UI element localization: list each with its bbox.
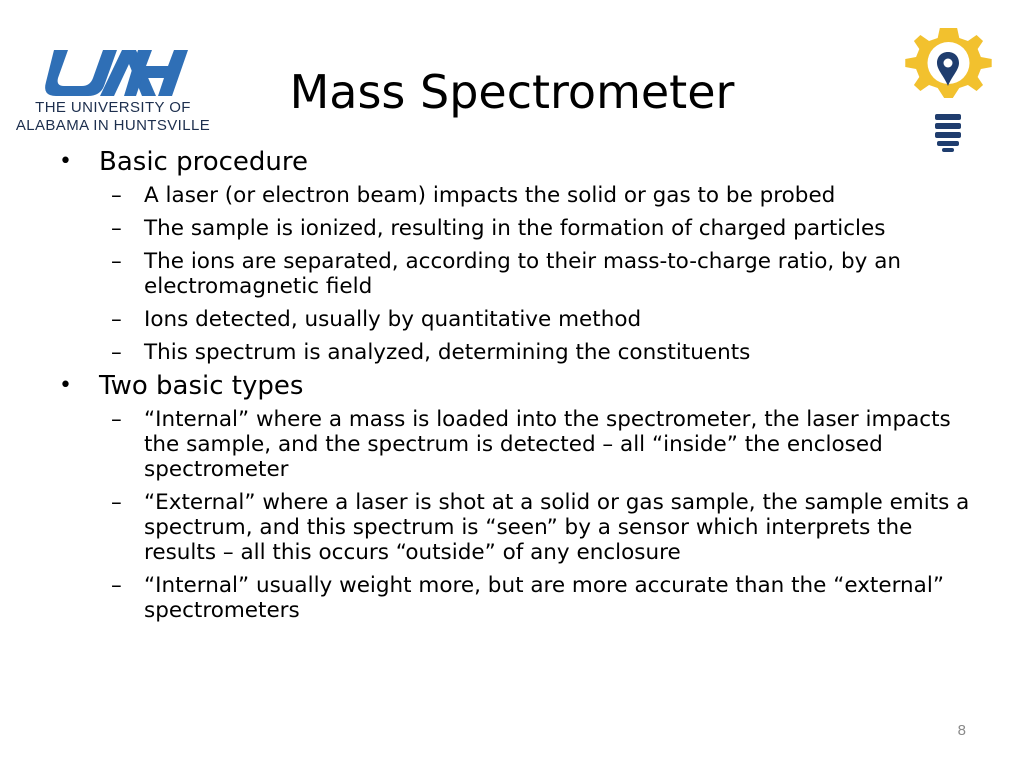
uah-wordmark-line1: THE UNIVERSITY OF — [35, 99, 191, 116]
dash-glyph: – — [111, 340, 122, 365]
sub-bullet — [109, 183, 976, 208]
uah-logo-icon — [40, 48, 190, 98]
sub-bullet — [109, 307, 976, 332]
sub-list-basic-procedure — [109, 183, 976, 365]
sub-bullet-text: “External” where a laser is shot at a solid or gas sample, the sample emits a spectrum, and this spectrum is “seen” by a sensor which interprets the results – all this occurs “outside” of any enclosure — [144, 490, 970, 565]
bullet-heading: Basic procedure — [99, 147, 309, 177]
dash-glyph: – — [111, 573, 122, 598]
dash-glyph: – — [111, 249, 122, 274]
sub-bullet — [109, 407, 976, 482]
sub-list-two-basic-types — [109, 407, 976, 623]
sub-bullet — [109, 490, 976, 565]
slide-title: Mass Spectrometer — [289, 65, 735, 119]
dash-glyph: – — [111, 490, 122, 515]
uah-wordmark-line2: ALABAMA IN HUNTSVILLE — [15, 117, 211, 134]
sub-bullet — [109, 249, 976, 299]
slide-content — [56, 145, 976, 623]
sub-bullet-text: A laser (or electron beam) impacts the solid or gas to be probed — [144, 183, 836, 208]
sub-bullet-text: The ions are separated, according to their mass-to-charge ratio, by an electromagnetic field — [144, 249, 902, 299]
bullet-glyph: • — [59, 373, 72, 398]
dash-glyph: – — [111, 216, 122, 241]
sub-bullet-text: The sample is ionized, resulting in the formation of charged particles — [144, 216, 886, 241]
sub-bullet-text: “Internal” usually weight more, but are more accurate than the “external” spectrometers — [144, 573, 944, 623]
sub-bullet — [109, 573, 976, 623]
uah-logo — [6, 48, 220, 136]
sub-bullet-text: Ions detected, usually by quantitative method — [144, 307, 642, 332]
dash-glyph: – — [111, 407, 122, 432]
sub-bullet — [109, 216, 976, 241]
bullet-heading: Two basic types — [99, 371, 304, 401]
lightbulb-icon — [935, 52, 961, 152]
sub-bullet-text: “Internal” where a mass is loaded into the spectrometer, the laser impacts the sample, and the spectrum is detected – all “inside” the enclosed spectrometer — [144, 407, 951, 482]
sub-bullet-text: This spectrum is analyzed, determining the constituents — [144, 340, 751, 365]
bullet-two-basic-types — [56, 369, 976, 403]
sub-bullet — [109, 340, 976, 365]
page-number: 8 — [957, 722, 966, 739]
dash-glyph: – — [111, 307, 122, 332]
bullet-basic-procedure — [56, 145, 976, 179]
bullet-glyph: • — [59, 149, 72, 174]
dash-glyph: – — [111, 183, 122, 208]
uah-wordmark — [6, 99, 220, 135]
gear-lightbulb-icon — [890, 22, 1004, 158]
